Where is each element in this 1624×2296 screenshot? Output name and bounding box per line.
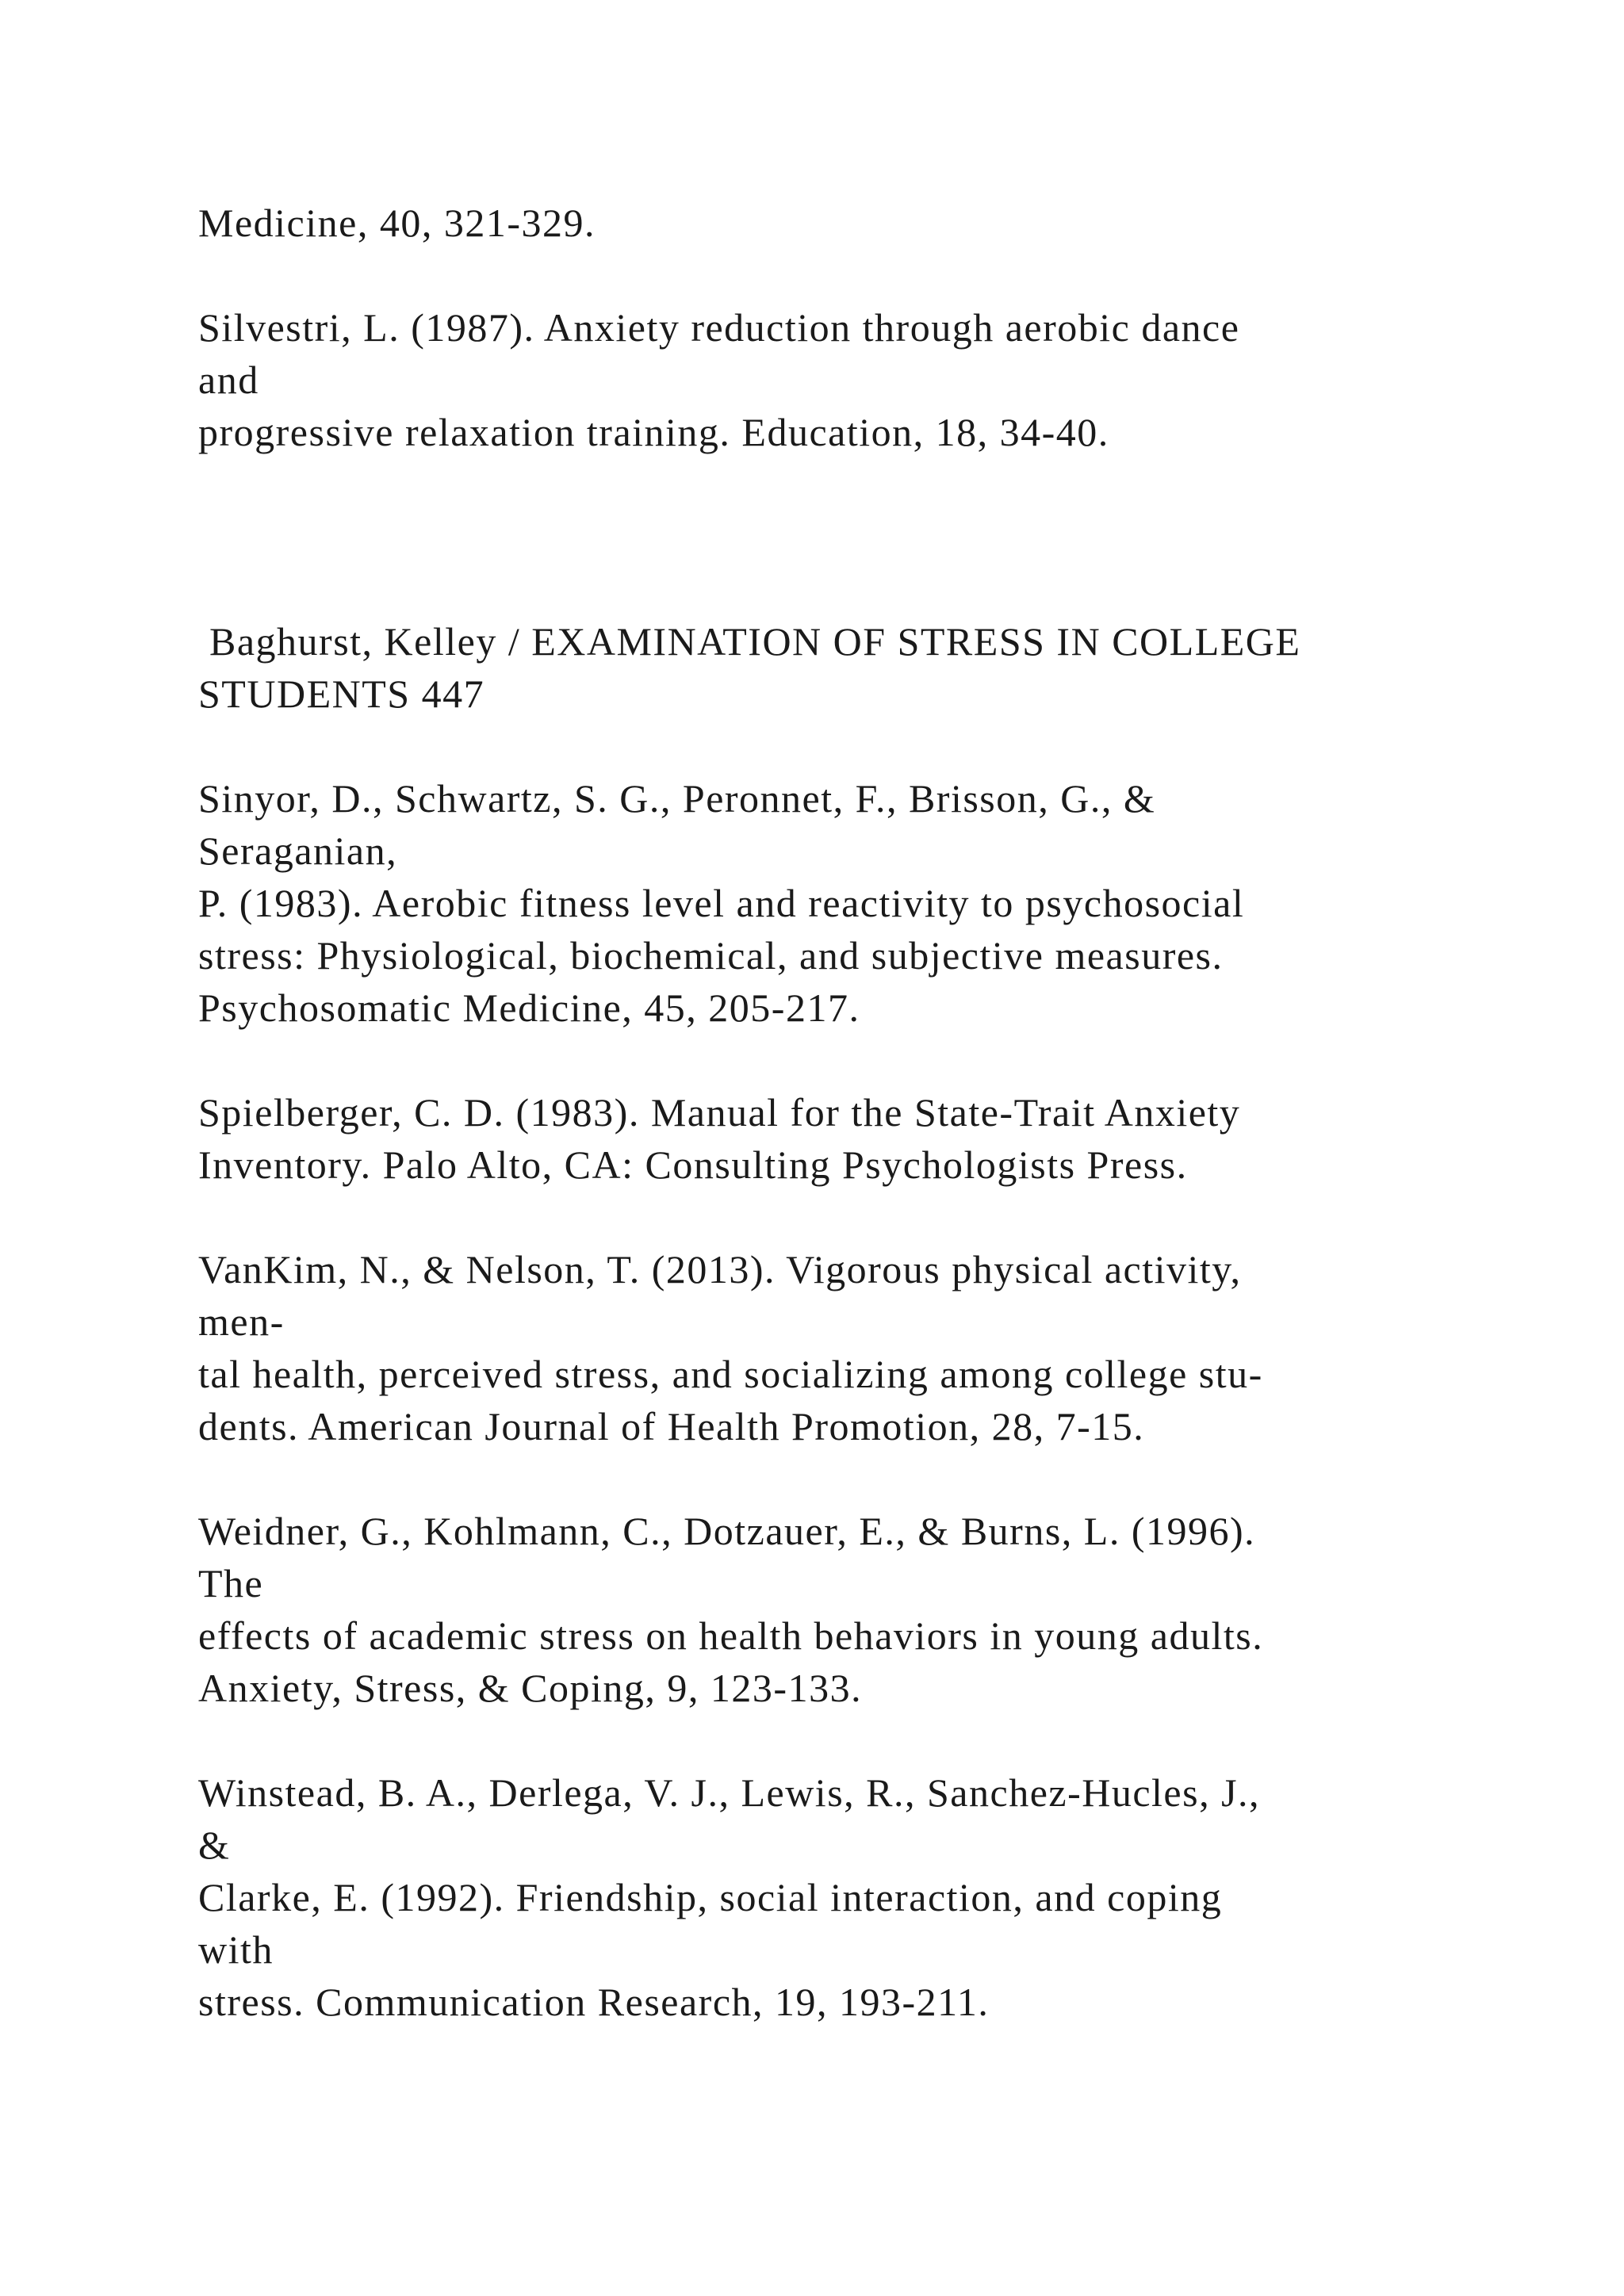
reference-line: progressive relaxation training. Education, 18, 34-40. (198, 410, 1109, 454)
reference-line: & (198, 1823, 231, 1867)
reference-line: dents. American Journal of Health Promotion, 28, 7-15. (198, 1404, 1145, 1448)
reference-line: P. (1983). Aerobic fitness level and reactivity to psychosocial (198, 881, 1245, 925)
reference-line: tal health, perceived stress, and socializing among college stu- (198, 1352, 1263, 1396)
reference-line: Seraganian, (198, 828, 398, 873)
running-header: Baghurst, Kelley / EXAMINATION OF STRESS IN COLLEGE (198, 619, 1301, 664)
reference-line: Psychosomatic Medicine, 45, 205-217. (198, 985, 860, 1030)
reference-line: Sinyor, D., Schwartz, S. G., Peronnet, F., Brisson, G., & (198, 776, 1156, 821)
running-header: STUDENTS 447 (198, 672, 485, 716)
reference-line: Anxiety, Stress, & Coping, 9, 123-133. (198, 1666, 863, 1710)
reference-line: Silvestri, L. (1987). Anxiety reduction through aerobic dance (198, 305, 1240, 350)
reference-line: Inventory. Palo Alto, CA: Consulting Psychologists Press. (198, 1142, 1188, 1187)
reference-line: men- (198, 1299, 285, 1344)
reference-line: Winstead, B. A., Derlega, V. J., Lewis, R., Sanchez-Hucles, J., (198, 1770, 1261, 1815)
reference-line: and (198, 358, 259, 402)
reference-line: effects of academic stress on health behaviors in young adults. (198, 1613, 1264, 1658)
reference-line: VanKim, N., & Nelson, T. (2013). Vigorous physical activity, (198, 1247, 1242, 1292)
reference-line: stress. Communication Research, 19, 193-211. (198, 1980, 990, 2024)
reference-line: with (198, 1927, 274, 1972)
reference-line: stress: Physiological, biochemical, and subjective measures. (198, 933, 1224, 978)
reference-line: Spielberger, C. D. (1983). Manual for the State-Trait Anxiety (198, 1090, 1241, 1135)
reference-line: Weidner, G., Kohlmann, C., Dotzauer, E., & Burns, L. (1996). (198, 1509, 1256, 1553)
reference-line: Clarke, E. (1992). Friendship, social interaction, and coping (198, 1875, 1223, 1919)
reference-line: Medicine, 40, 321-329. (198, 201, 596, 245)
reference-line: The (198, 1561, 264, 1605)
